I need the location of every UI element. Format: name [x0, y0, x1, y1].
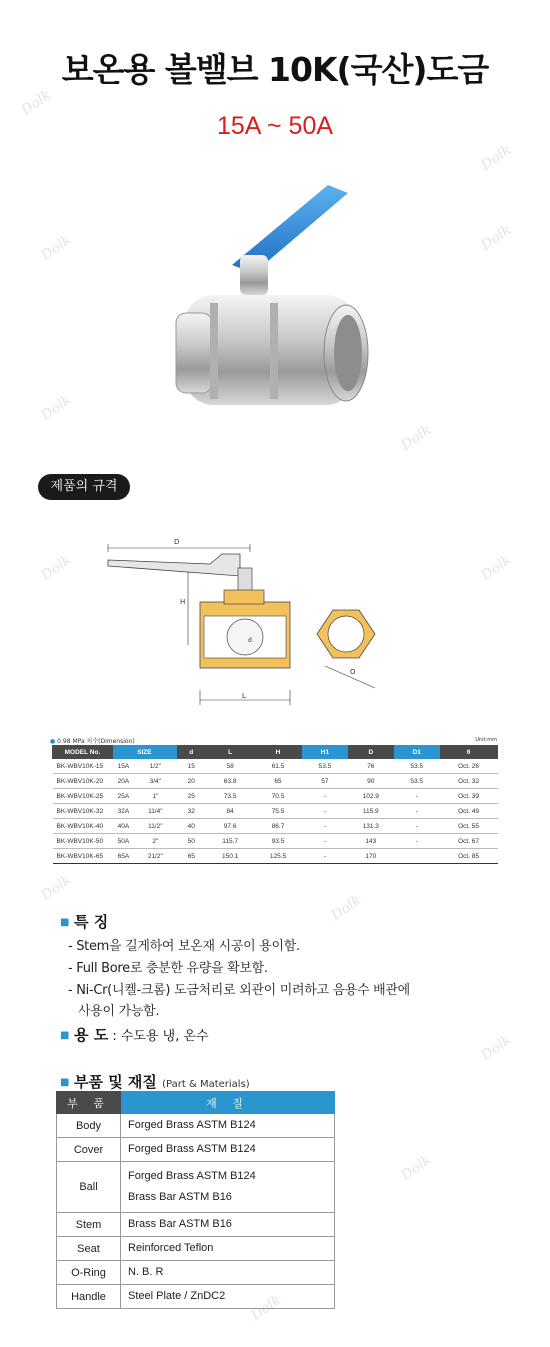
- table-cell: 11/4": [134, 804, 176, 819]
- material-row: [57, 1162, 335, 1213]
- usage-body: : 수도용 냉, 온수: [108, 1029, 209, 1044]
- col-h1: H1: [302, 746, 348, 759]
- materials-table: [56, 1091, 335, 1309]
- table-cell: 3/4": [134, 774, 176, 789]
- label-d-upper: D: [174, 538, 180, 546]
- col-material: 재 질: [121, 1092, 335, 1114]
- table-cell: 58: [206, 759, 254, 774]
- page-title: 보온용 볼밸브 10K(국산)도금: [61, 50, 489, 89]
- watermark-logo: Dolk: [18, 87, 55, 119]
- watermark-logo: Dolk: [38, 552, 75, 584]
- part-name: Cover: [57, 1138, 121, 1162]
- materials-body: [57, 1114, 335, 1309]
- table-cell: 21/2": [134, 849, 176, 864]
- usage-line: [60, 1024, 209, 1045]
- table-cell: 53.5: [394, 774, 440, 789]
- table-cell: BK-WBV10K-32: [53, 804, 113, 819]
- part-name: Seat: [57, 1237, 121, 1261]
- table-cell: 2": [134, 834, 176, 849]
- table-row: [53, 849, 498, 864]
- part-name: Body: [57, 1114, 121, 1138]
- features-heading-text: 특 징: [74, 913, 109, 931]
- watermark-logo: Dolk: [398, 422, 435, 454]
- table-cell: [394, 849, 440, 864]
- table-cell: Oct. 49: [440, 804, 498, 819]
- bullet-icon: ●: [50, 738, 56, 745]
- material-row: [57, 1237, 335, 1261]
- feature-line: - Stem을 길게하여 보온재 시공이 용이함.: [68, 939, 300, 954]
- watermark-logo: Dolk: [478, 552, 515, 584]
- spec-label: 제품의 규격: [38, 474, 130, 500]
- table-cell: BK-WBV10K-50: [53, 834, 113, 849]
- material-name: Reinforced Teflon: [128, 1242, 214, 1254]
- table-cell: 65: [176, 849, 206, 864]
- table-cell: 65A: [112, 849, 134, 864]
- square-bullet-icon: ■: [60, 1077, 70, 1088]
- watermark-logo: Dolk: [478, 142, 515, 174]
- materials-heading-en: (Part & Materials): [162, 1079, 250, 1090]
- table-cell: 115.7: [206, 834, 254, 849]
- watermark-logo: Dolk: [248, 1292, 285, 1324]
- hexagon-drawing: [295, 600, 395, 700]
- table-cell: 84: [206, 804, 254, 819]
- table-cell: 63.8: [206, 774, 254, 789]
- table-cell: 170: [348, 849, 394, 864]
- watermark-logo: Dolk: [398, 1152, 435, 1184]
- table-row: [53, 819, 498, 834]
- material-row: [57, 1285, 335, 1309]
- size-range: 15A ~ 50A: [216, 112, 334, 140]
- table-cell: -: [302, 804, 348, 819]
- unit-label: Unit:mm: [475, 737, 497, 743]
- table-cell: 11/2": [134, 819, 176, 834]
- col-l: L: [206, 746, 254, 759]
- material-name: Forged Brass ASTM B124: [128, 1170, 256, 1182]
- spec-body: [53, 759, 498, 864]
- table-cell: -: [394, 834, 440, 849]
- table-cell: Oct. 26: [440, 759, 498, 774]
- table-cell: 25: [176, 789, 206, 804]
- col-theta: θ: [440, 746, 498, 759]
- table-cell: 143: [348, 834, 394, 849]
- label-d-lower: d: [248, 637, 252, 644]
- table-cell: 115.9: [348, 804, 394, 819]
- table-cell: 125.5: [254, 849, 302, 864]
- watermark-logo: Dolk: [328, 892, 365, 924]
- watermark-logo: Dolk: [38, 232, 75, 264]
- material-name: Brass Bar ASTM B16: [128, 1218, 232, 1230]
- watermark-logo: Dolk: [38, 872, 75, 904]
- table-cell: 20A: [112, 774, 134, 789]
- table-row: [53, 774, 498, 789]
- table-cell: 15A: [112, 759, 134, 774]
- material-cell: [121, 1213, 335, 1237]
- label-l: L: [242, 692, 246, 700]
- col-size: SIZE: [112, 746, 176, 759]
- usage-heading: 용 도: [74, 1026, 109, 1044]
- materials-heading: [60, 1071, 250, 1092]
- table-cell: BK-WBV10K-15: [53, 759, 113, 774]
- material-cell: [121, 1162, 335, 1213]
- table-cell: 65: [254, 774, 302, 789]
- table-cell: -: [394, 819, 440, 834]
- spec-table: [52, 745, 498, 864]
- material-row: [57, 1213, 335, 1237]
- table-cell: 97.6: [206, 819, 254, 834]
- table-cell: 150.1: [206, 849, 254, 864]
- square-bullet-icon: ■: [60, 917, 70, 928]
- watermark-logo: Dolk: [38, 392, 75, 424]
- table-cell: Oct. 67: [440, 834, 498, 849]
- table-cell: -: [302, 849, 348, 864]
- table-cell: 40: [176, 819, 206, 834]
- material-row: [57, 1261, 335, 1285]
- material-name: Forged Brass ASTM B124: [128, 1119, 256, 1131]
- table-cell: 50: [176, 834, 206, 849]
- table-cell: 32A: [112, 804, 134, 819]
- material-cell: [121, 1261, 335, 1285]
- table-cell: 53.5: [302, 759, 348, 774]
- table-cell: -: [302, 789, 348, 804]
- table-cell: 93.5: [254, 834, 302, 849]
- material-name: Forged Brass ASTM B124: [128, 1143, 256, 1155]
- table-row: [53, 759, 498, 774]
- table-cell: 57: [302, 774, 348, 789]
- col-part: 부 품: [57, 1092, 121, 1114]
- label-o: O: [350, 668, 356, 676]
- material-name: Steel Plate / ZnDC2: [128, 1290, 226, 1302]
- ball-valve-image: [170, 175, 370, 435]
- table-cell: 61.5: [254, 759, 302, 774]
- table-row: [53, 789, 498, 804]
- table-cell: 90: [348, 774, 394, 789]
- material-row: [57, 1138, 335, 1162]
- table-cell: -: [302, 834, 348, 849]
- watermark-logo: Dolk: [478, 222, 515, 254]
- part-name: O-Ring: [57, 1261, 121, 1285]
- table-cell: BK-WBV10K-20: [53, 774, 113, 789]
- material-row: [57, 1114, 335, 1138]
- watermark-logo: Dolk: [478, 1032, 515, 1064]
- material-cell: [121, 1285, 335, 1309]
- feature-line: - Full Bore로 충분한 유량을 확보함.: [68, 961, 268, 976]
- table-cell: 20: [176, 774, 206, 789]
- material-cell: [121, 1114, 335, 1138]
- table-cell: -: [394, 789, 440, 804]
- table-cell: 1/2": [134, 759, 176, 774]
- label-h: H: [180, 598, 186, 606]
- table-cell: 50A: [112, 834, 134, 849]
- material-name: Brass Bar ASTM B16: [128, 1191, 232, 1203]
- table-cell: 102.9: [348, 789, 394, 804]
- table-cell: 86.7: [254, 819, 302, 834]
- table-cell: Oct. 39: [440, 789, 498, 804]
- dimension-note: [50, 736, 135, 745]
- table-cell: -: [302, 819, 348, 834]
- col-h: H: [254, 746, 302, 759]
- materials-heading-text: 부품 및 재질: [74, 1073, 157, 1091]
- table-cell: 75.5: [254, 804, 302, 819]
- material-cell: [121, 1138, 335, 1162]
- features-heading: [60, 911, 108, 932]
- spec-header-row: [53, 746, 498, 759]
- dimension-note-text: 0.98 MPa 치수(Dimension): [57, 738, 135, 745]
- table-cell: 73.5: [206, 789, 254, 804]
- table-cell: 76: [348, 759, 394, 774]
- table-cell: BK-WBV10K-40: [53, 819, 113, 834]
- table-cell: Oct. 85: [440, 849, 498, 864]
- table-cell: 15: [176, 759, 206, 774]
- material-cell: [121, 1237, 335, 1261]
- table-cell: 70.5: [254, 789, 302, 804]
- square-bullet-icon: ■: [60, 1030, 70, 1041]
- col-d1: D1: [394, 746, 440, 759]
- table-cell: 53.5: [394, 759, 440, 774]
- col-d-large: D: [348, 746, 394, 759]
- part-name: Handle: [57, 1285, 121, 1309]
- table-cell: 131.3: [348, 819, 394, 834]
- table-cell: BK-WBV10K-25: [53, 789, 113, 804]
- table-cell: 1": [134, 789, 176, 804]
- feature-line: - Ni-Cr(니켈-크롬) 도금처리로 외관이 미려하고 음용수 배관에: [68, 983, 410, 998]
- table-cell: 40A: [112, 819, 134, 834]
- part-name: Ball: [57, 1162, 121, 1213]
- table-cell: 25A: [112, 789, 134, 804]
- table-cell: 32: [176, 804, 206, 819]
- table-cell: Oct. 55: [440, 819, 498, 834]
- table-cell: Oct. 32: [440, 774, 498, 789]
- feature-line: 사용이 가능함.: [78, 1004, 160, 1019]
- table-row: [53, 834, 498, 849]
- table-row: [53, 804, 498, 819]
- part-name: Stem: [57, 1213, 121, 1237]
- material-name: N. B. R: [128, 1266, 164, 1278]
- col-d-small: d: [176, 746, 206, 759]
- table-cell: -: [394, 804, 440, 819]
- col-model: MODEL No.: [53, 746, 113, 759]
- table-cell: BK-WBV10K-65: [53, 849, 113, 864]
